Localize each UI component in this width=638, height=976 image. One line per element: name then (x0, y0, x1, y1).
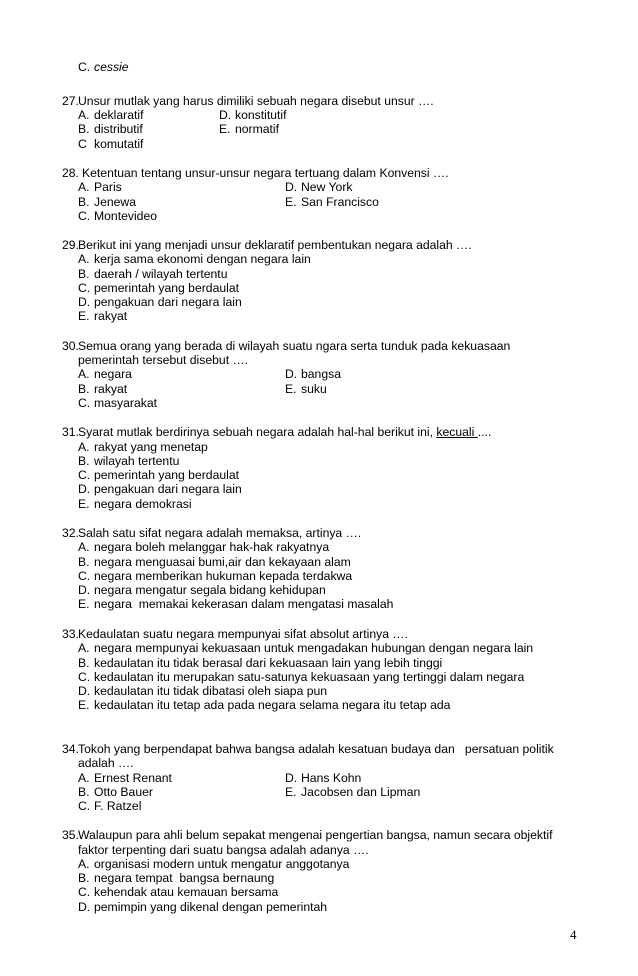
option-c: C. Montevideo (78, 209, 158, 223)
option-e: E. Jacobsen dan Lipman (285, 785, 421, 799)
option-b: B. kedaulatan itu tidak berasal dari kekuasaan lain yang lebih tinggi (78, 656, 443, 670)
option-d: D. konstitutif (219, 108, 287, 122)
question-text: Salah satu sifat negara adalah memaksa, artinya …. (78, 526, 362, 540)
option-e: E. negara memakai kekerasan dalam mengatasi masalah (78, 597, 394, 611)
option-e: E. San Francisco (285, 195, 379, 209)
question-text: Syarat mutlak berdirinya sebuah negara adalah hal-hal berikut ini, kecuali .... (78, 425, 492, 439)
question-text: Walaupun para ahli belum sepakat mengenai pengertian bangsa, namun secara objektif (78, 828, 553, 842)
question-number: 31. (62, 425, 79, 439)
option-e: E. rakyat (78, 309, 128, 323)
option-a: A. Ernest Renant (78, 771, 172, 785)
option-a: A. negara mempunyai kekuasaan untuk mengadakan hubungan dengan negara lain (78, 641, 534, 655)
question-text: faktor terpenting dari suatu bangsa adalah adanya …. (78, 843, 369, 857)
option-c: C. kedaulatan itu merupakan satu-satunya kekuasaan yang tertinggi dalam negara (78, 670, 525, 684)
option-d: D. Hans Kohn (285, 771, 362, 785)
option-c: C. masyarakat (78, 396, 157, 410)
prev-option-c: C. cessie (78, 60, 129, 74)
question-number: 35. (62, 828, 79, 842)
option-b: B. negara menguasai bumi,air dan kekayaan alam (78, 555, 351, 569)
page-number: 4 (570, 927, 577, 942)
option-c: C. pemerintah yang berdaulat (78, 281, 239, 295)
question-number: 34. (62, 742, 79, 756)
question-number: 30. (62, 339, 79, 353)
option-c: C. F. Ratzel (78, 799, 142, 813)
question-number: 29. (62, 238, 79, 252)
option-a: A. Paris (78, 180, 122, 194)
question-text: Ketentuan tentang unsur-unsur negara tertuang dalam Konvensi …. (82, 166, 449, 180)
option-d: D. bangsa (285, 367, 341, 381)
question-text: Semua orang yang berada di wilayah suatu ngara serta tunduk pada kekuasaan (78, 339, 511, 353)
option-a: A. organisasi modern untuk mengatur anggotanya (78, 857, 350, 871)
option-d: D. pemimpin yang dikenal dengan pemerintah (78, 900, 328, 914)
option-c: C. pemerintah yang berdaulat (78, 468, 239, 482)
question-number: 32. (62, 526, 79, 540)
option-e: E. kedaulatan itu tetap ada pada negara selama negara itu tetap ada (78, 698, 451, 712)
option-c: C. kehendak atau kemauan bersama (78, 885, 279, 899)
option-b: B. distributif (78, 122, 143, 136)
option-c: C. negara memberikan hukuman kepada terdakwa (78, 569, 353, 583)
option-b: B. Otto Bauer (78, 785, 153, 799)
question-number: 28. (62, 166, 79, 180)
option-a: A. kerja sama ekonomi dengan negara lain (78, 252, 311, 266)
question-text: Berikut ini yang menjadi unsur deklaratif pembentukan negara adalah …. (78, 238, 472, 252)
option-b: B. wilayah tertentu (78, 454, 180, 468)
option-a: A. deklaratif (78, 108, 144, 122)
question-number: 27. (62, 94, 79, 108)
option-e: E. suku (285, 382, 327, 396)
option-b: B. rakyat (78, 382, 128, 396)
question-text: adalah …. (78, 756, 134, 770)
option-e: E. negara demokrasi (78, 497, 192, 511)
question-text: Tokoh yang berpendapat bahwa bangsa adalah kesatuan budaya dan persatuan politik (78, 742, 554, 756)
question-text: Unsur mutlak yang harus dimiliki sebuah negara disebut unsur …. (78, 94, 434, 108)
question-text: Kedaulatan suatu negara mempunyai sifat absolut artinya …. (78, 627, 408, 641)
option-a: A. negara boleh melanggar hak-hak rakyatnya (78, 540, 330, 554)
option-d: D. pengakuan dari negara lain (78, 482, 242, 496)
option-d: D. New York (285, 180, 353, 194)
option-d: D. kedaulatan itu tidak dibatasi oleh siapa pun (78, 684, 328, 698)
question-text: pemerintah tersebut disebut …. (78, 353, 249, 367)
emphasis-kecuali: kecuali (436, 425, 475, 439)
option-b: B. daerah / wilayah tertentu (78, 267, 228, 281)
option-d: D. pengakuan dari negara lain (78, 295, 242, 309)
question-number: 33. (62, 627, 79, 641)
option-c: C komutatif (78, 137, 144, 151)
option-b: B. Jenewa (78, 195, 137, 209)
option-d: D. negara mengatur segala bidang kehidupan (78, 583, 326, 597)
option-e: E. normatif (219, 122, 280, 136)
option-a: A. rakyat yang menetap (78, 440, 208, 454)
option-a: A. negara (78, 367, 132, 381)
option-b: B. negara tempat bangsa bernaung (78, 871, 275, 885)
